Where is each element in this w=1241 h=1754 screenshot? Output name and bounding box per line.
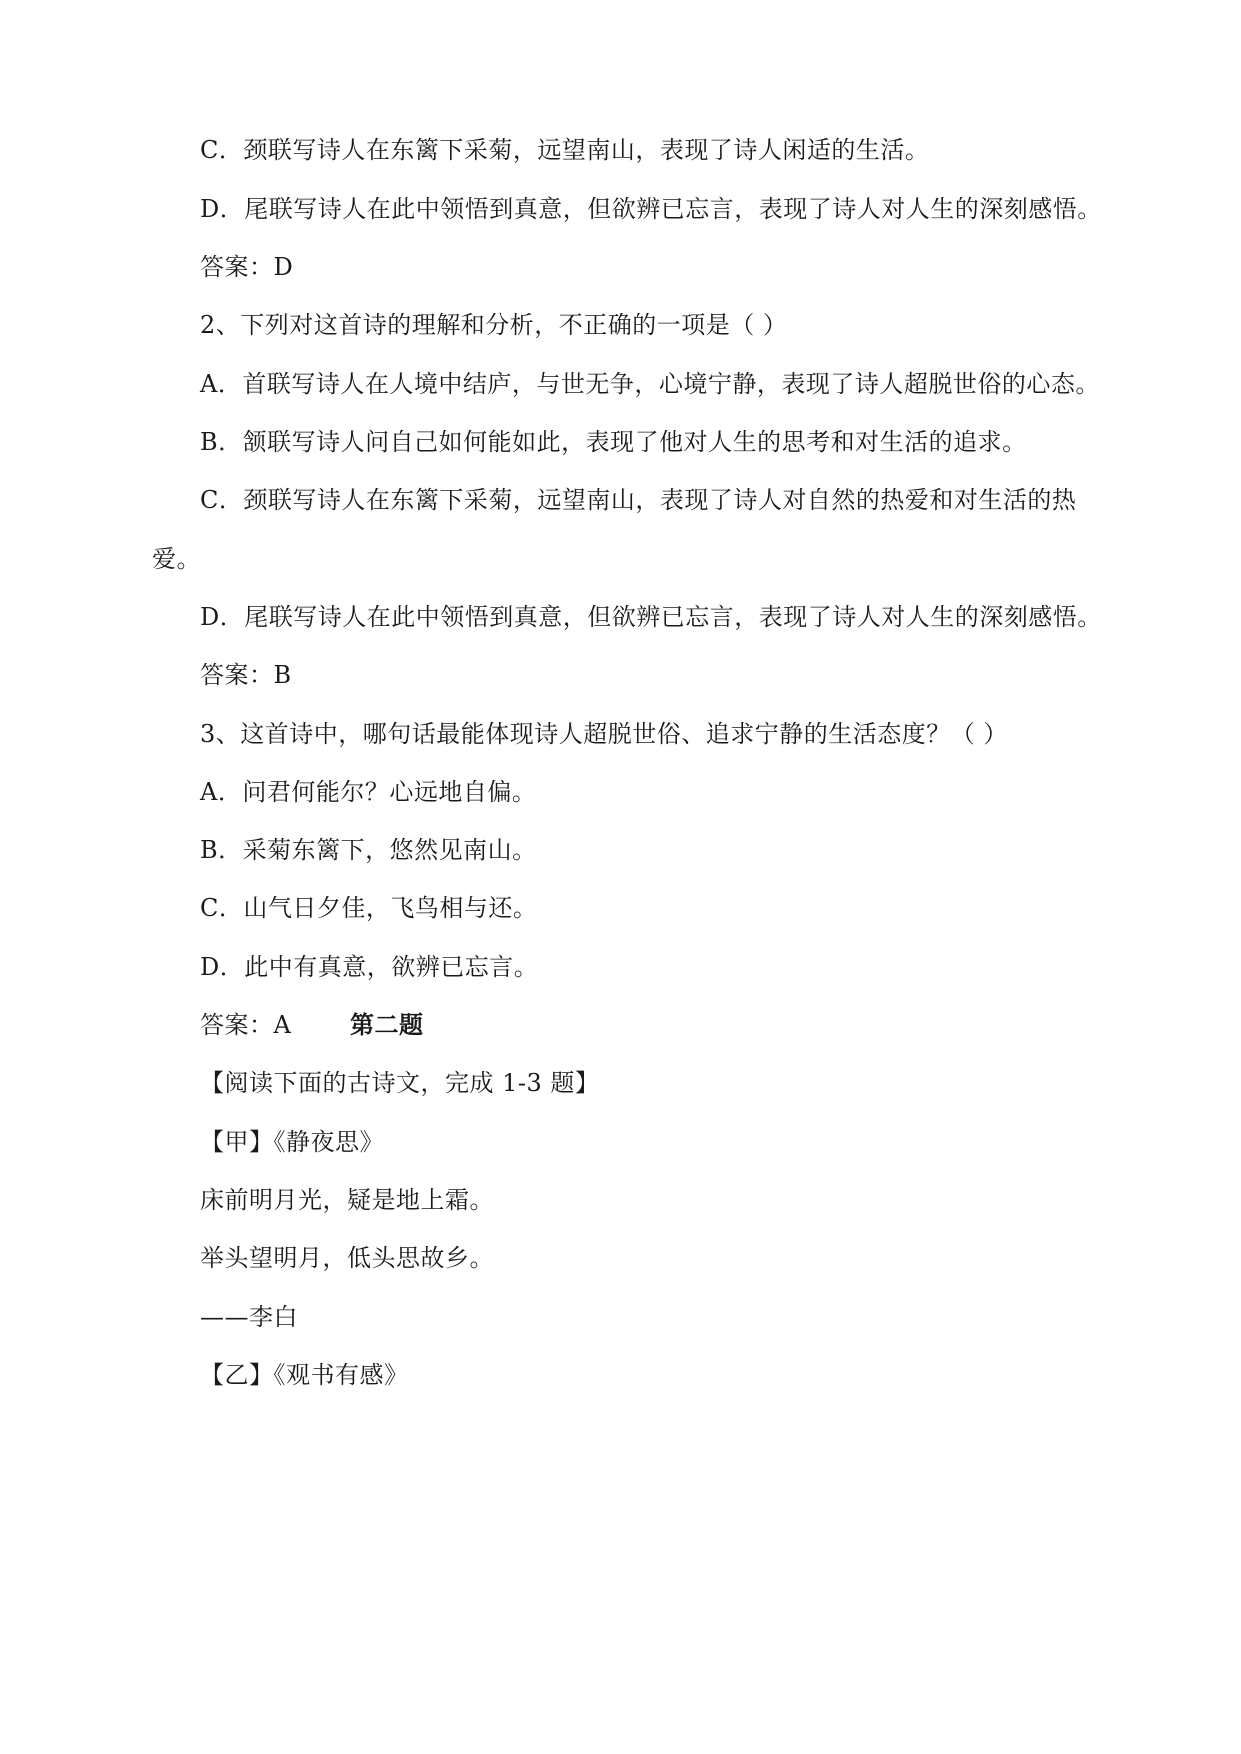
q1-option-d: D．尾联写诗人在此中领悟到真意，但欲辨已忘言，表现了诗人对人生的深刻感悟。 — [200, 195, 1102, 223]
q2-option-d: D．尾联写诗人在此中领悟到真意，但欲辨已忘言，表现了诗人对人生的深刻感悟。 — [200, 603, 1102, 631]
section-instruction: 【阅读下面的古诗文，完成 1-3 题】 — [200, 1069, 600, 1097]
q3-option-a: A．问君何能尔？心远地自偏。 — [200, 778, 537, 806]
q3-option-b: B．采菊东篱下，悠然见南山。 — [200, 836, 537, 864]
section-title: 第二题 — [350, 1010, 424, 1039]
q2-option-b: B．颔联写诗人问自己如何能如此，表现了他对人生的思考和对生活的追求。 — [200, 428, 1027, 456]
poem-b-title: 【乙】《观书有感》 — [200, 1361, 409, 1389]
poem-a-line-2: 举头望明月，低头思故乡。 — [200, 1244, 494, 1272]
q3-option-c: C．山气日夕佳，飞鸟相与还。 — [200, 894, 538, 922]
q2-option-a: A．首联写诗人在人境中结庐，与世无争，心境宁静，表现了诗人超脱世俗的心态。 — [200, 370, 1100, 398]
q3-option-d: D．此中有真意，欲辨已忘言。 — [200, 953, 539, 981]
q1-answer: 答案：D — [200, 253, 294, 281]
poem-a-author: ——李白 — [200, 1303, 298, 1331]
poem-a-title: 【甲】《静夜思》 — [200, 1128, 384, 1156]
q3-stem: 3、这首诗中，哪句话最能体现诗人超脱世俗、追求宁静的生活态度？（ ） — [200, 720, 1008, 748]
q3-answer: 答案：A — [200, 1011, 292, 1039]
q1-option-c: C．颈联写诗人在东篱下采菊，远望南山，表现了诗人闲适的生活。 — [200, 136, 930, 164]
q2-stem: 2、下列对这首诗的理解和分析，不正确的一项是（ ） — [200, 311, 788, 339]
poem-a-line-1: 床前明月光，疑是地上霜。 — [200, 1186, 494, 1214]
q2-answer: 答案：B — [200, 661, 292, 689]
q2-option-c-continued: 爱。 — [152, 545, 201, 573]
q2-option-c: C．颈联写诗人在东篱下采菊，远望南山，表现了诗人对自然的热爱和对生活的热 — [200, 486, 1077, 514]
